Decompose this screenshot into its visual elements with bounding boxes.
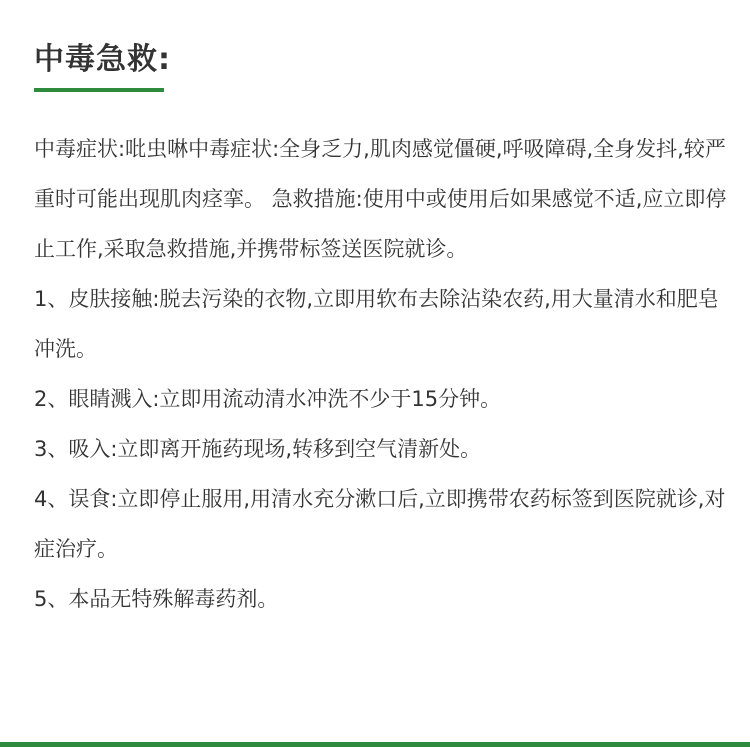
symptoms-paragraph: 中毒症状:吡虫啉中毒症状:全身乏力,肌肉感觉僵硬,呼吸障碍,全身发抖,较严重时可能出现肌肉痉挛。 急救措施:使用中或使用后如果感觉不适,应立即停止工作,采取急救措施,并携带标签送医院就诊。: [34, 137, 727, 261]
skin-contact-item: 1、皮肤接触:脱去污染的衣物,立即用软布去除沾染农药,用大量清水和肥皂冲洗。: [34, 287, 719, 361]
eye-contact-item: 2、眼睛溅入:立即用流动清水冲洗不少于15分钟。: [34, 387, 502, 411]
ingestion-item: 4、误食:立即停止服用,用清水充分漱口后,立即携带农药标签到医院就诊,对症治疗。: [34, 487, 726, 561]
bottom-divider: [0, 742, 750, 747]
first-aid-content: [34, 124, 734, 624]
page-title: 中毒急救:: [34, 42, 171, 77]
inhalation-item: 3、吸入:立即离开施药现场,转移到空气清新处。: [34, 437, 482, 461]
title-underline: [34, 88, 164, 92]
antidote-item: 5、本品无特殊解毒药剂。: [34, 587, 279, 611]
